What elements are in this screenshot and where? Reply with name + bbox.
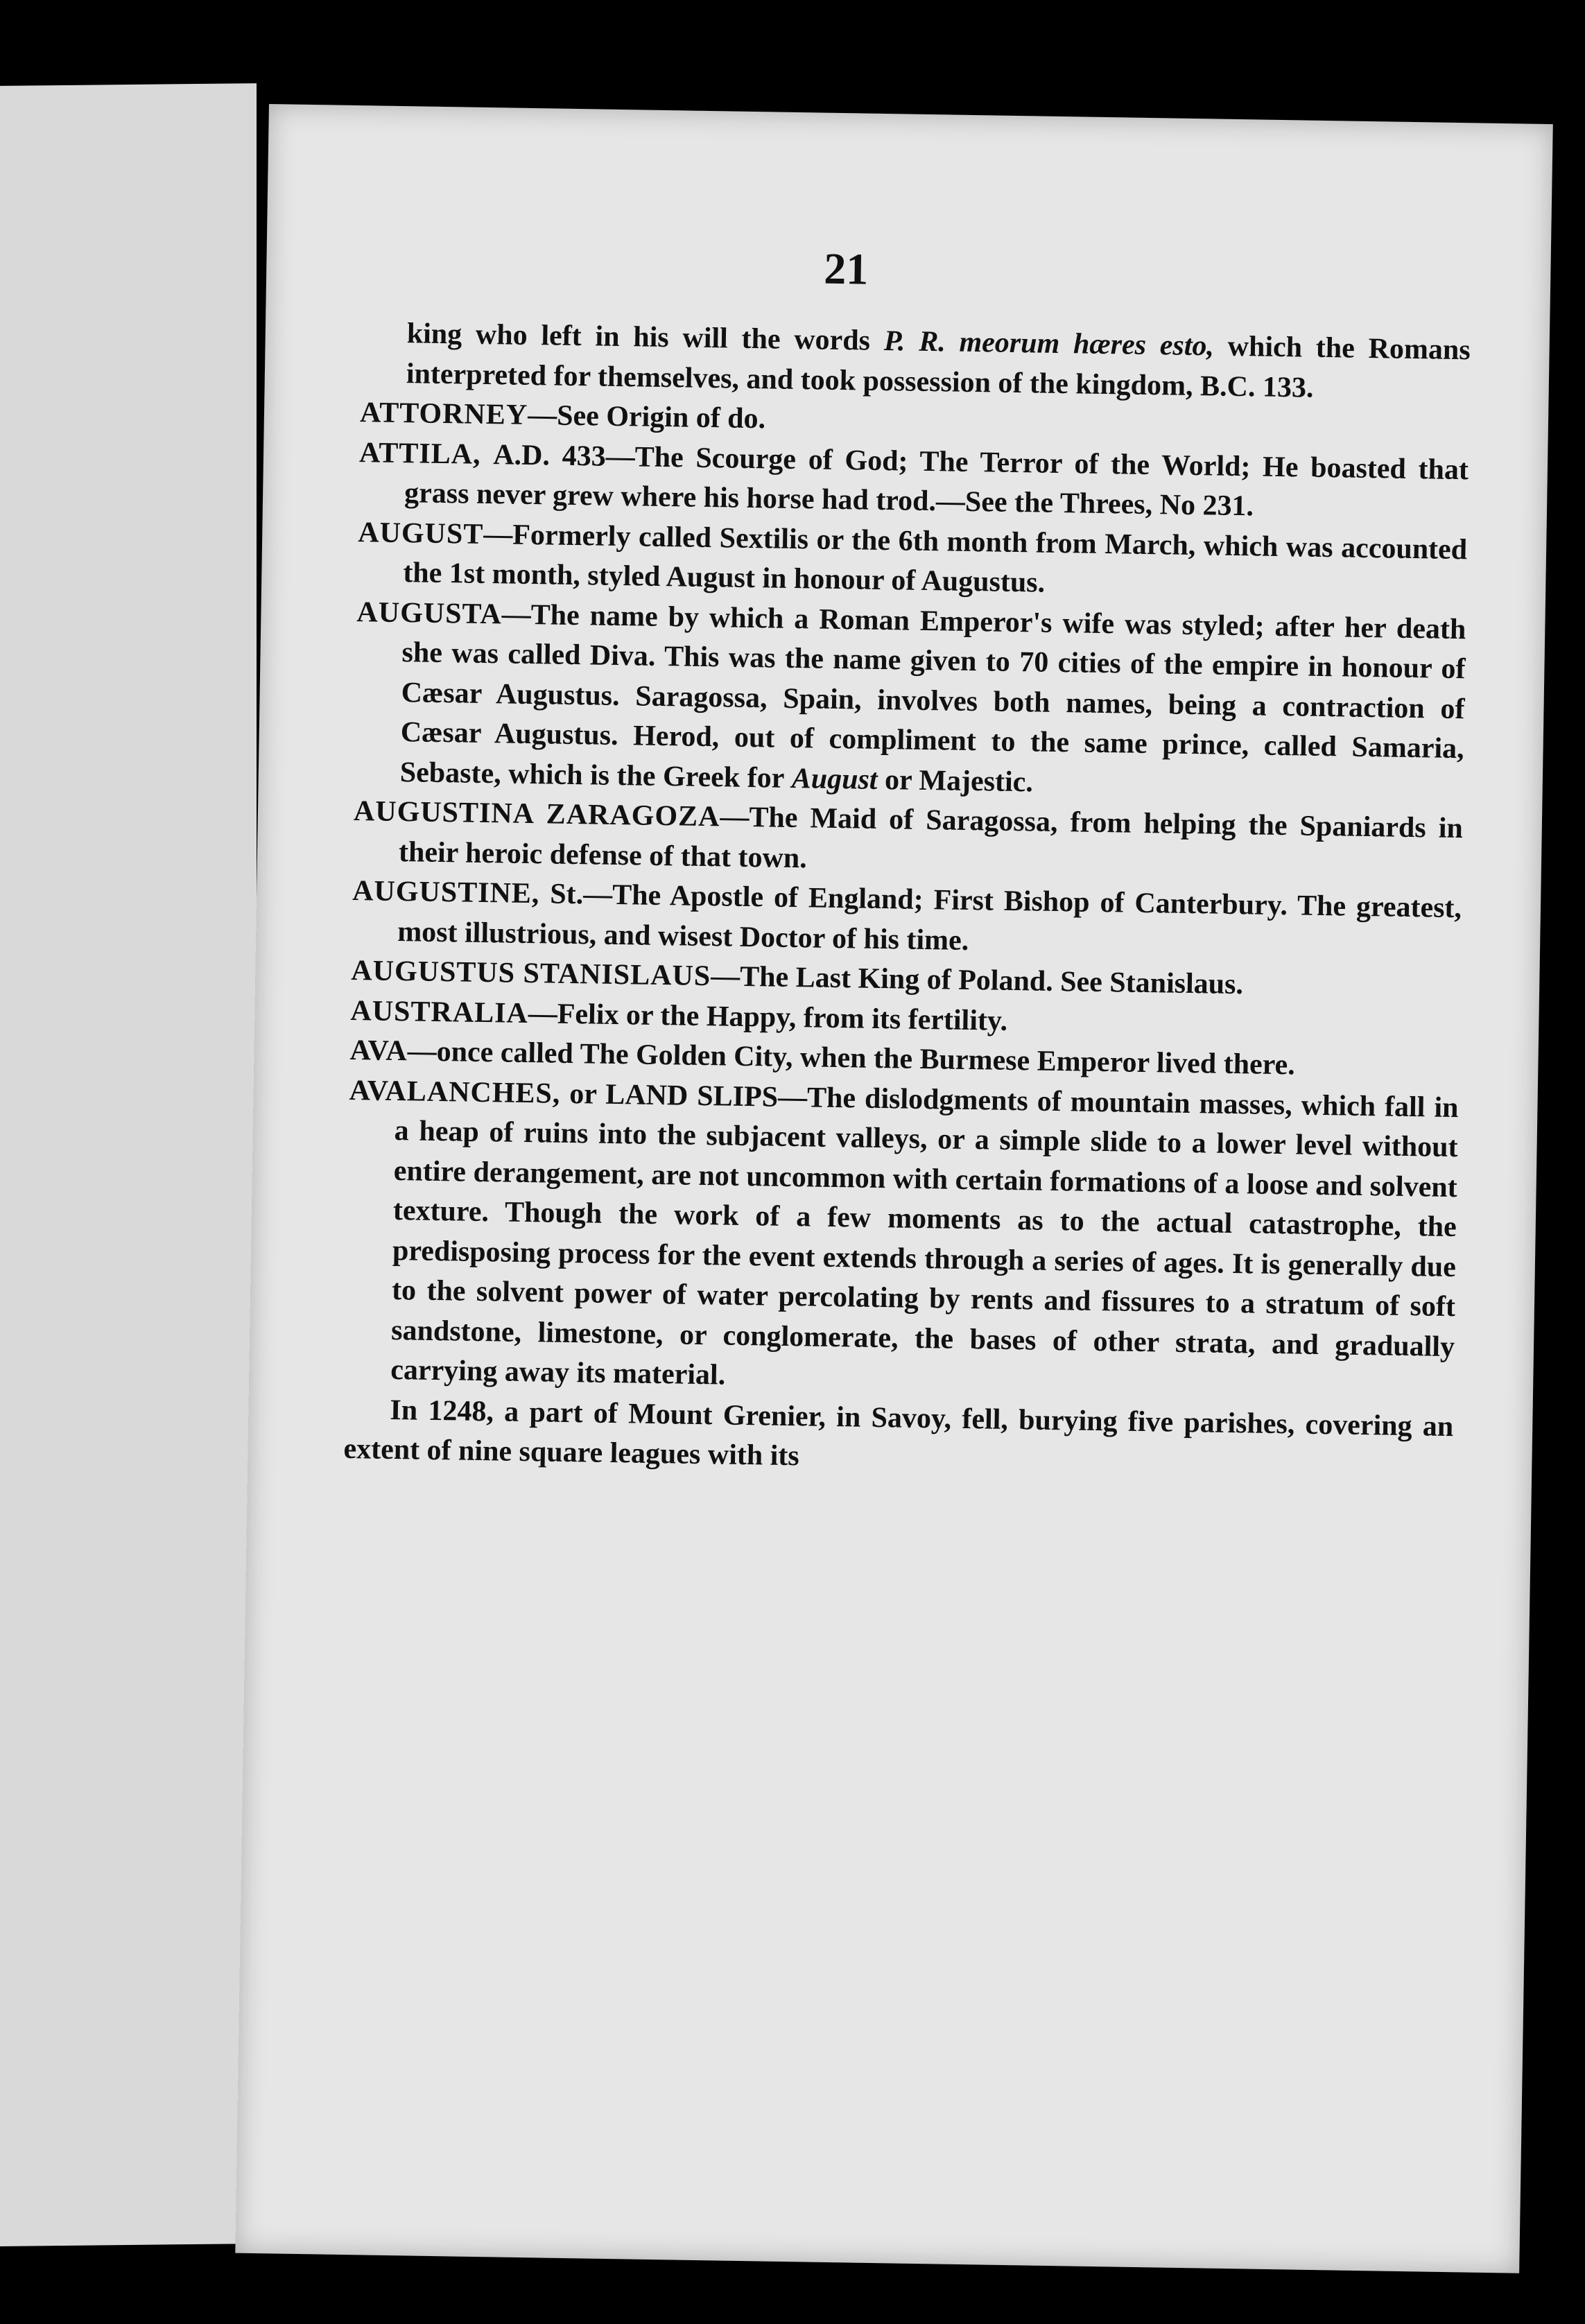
page-number: 21: [823, 243, 869, 294]
page-text: [343, 313, 1471, 1486]
entry-term: AVALANCHES,: [349, 1074, 561, 1110]
right-page: [235, 104, 1552, 2273]
latin-phrase: P. R. meorum hæres esto,: [883, 324, 1215, 363]
continuation-rest: which the Romans interpreted for themselves, and took possession of the kingdom, B.C. 133.: [406, 330, 1471, 404]
entry-text: —once called The Golden City, when the Burmese Emperor lived there.: [407, 1035, 1296, 1082]
entry-term: AUSTRALIA: [350, 994, 529, 1030]
entry-tail: or Majestic.: [877, 763, 1034, 798]
entry-term: ATTILA,: [358, 436, 481, 471]
entry-term: AUGUSTINA ZARAGOZA: [353, 795, 720, 833]
entry-avalanches: [345, 1070, 1459, 1407]
entry-text: A.D. 433—The Scourge of God; The Terror of the World; He boasted that grass never grew where his horse had trod.—See the Threes, No 231.: [404, 438, 1469, 523]
entry-term: AVA: [349, 1034, 408, 1068]
entry-text: —Felix or the Happy, from its fertility.: [528, 997, 1008, 1037]
entry-italic: August: [791, 762, 878, 796]
entry-text: —The Maid of Saragossa, from helping the Spaniards in their heroic defense of that town.: [398, 801, 1464, 874]
entry-text: —See Origin of do.: [527, 399, 766, 435]
entry-term: AUGUST: [357, 516, 484, 550]
entry-term: AUGUSTINE,: [352, 875, 540, 910]
left-page-fragment: [0, 83, 257, 2246]
entry-text: or LAND SLIPS—The dislodgments of mountain masses, which fall in a heap of ruins into the subjacent valleys, or a simple slide to a lower level without entire derangement, are not uncommon with certain formations of a loose and solvent texture. Though the work of a few moments as to the actual catastrophe, the predisposing process for the event extends through a series of ages. It is generally due to the solvent power of water percolating by rents and fissures to a stratum of soft sandstone, limestone, or conglomerate, the bases of other strata, and gradually carrying away its material.: [390, 1077, 1459, 1391]
entry-term: AUGUSTUS STANISLAUS: [351, 955, 711, 993]
entry-augusta: [354, 593, 1466, 810]
entry-text: —Formerly called Sextilis or the 6th month from March, which was accounted the 1st month, styled August in honour of Augustus.: [403, 518, 1468, 599]
entry-text: —The name by which a Roman Emperor's wife was styled; after her death she was called Diva. This was the name given to 70 cities of the empire in honour of Cæsar Augustus. Saragossa, Spain, involves both names, being a contraction of Cæsar Augustus. Herod, out of compliment to the same prince, called Samaria, Sebaste, which is the Greek for: [399, 598, 1466, 795]
entry-text: St.—The Apostle of England; First Bishop of Canterbury. The greatest, most illustrious, and wisest Doctor of his time.: [397, 878, 1462, 957]
entry-term: ATTORNEY: [359, 397, 528, 431]
entry-term: AUGUSTA: [356, 596, 503, 630]
body-paragraph: In 1248, a part of Mount Grenier, in Savoy, fell, burying five parishes, covering an extent of nine square leagues with its: [343, 1394, 1454, 1473]
continuation-start: king who left in his will the words: [406, 318, 871, 357]
entry-text: —The Last King of Poland. See Stanislaus.: [710, 960, 1244, 1001]
